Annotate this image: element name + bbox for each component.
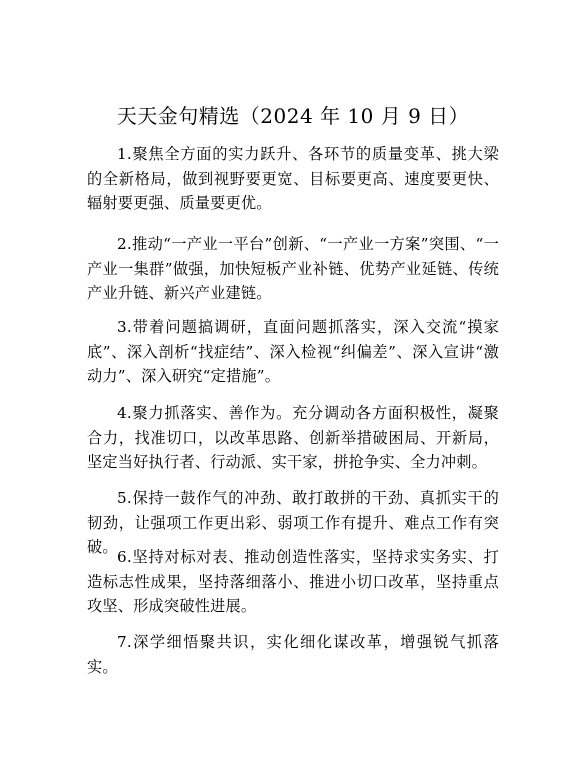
paragraph-2: 2.推动“一产业一平台”创新、“一产业一方案”突围、“一产业一集群”做强，加快短板产业补链、优势产业延链、传统产业升链、新兴产业建链。 — [87, 235, 499, 302]
paragraph-4: 4.聚力抓落实、善作为。充分调动各方面积极性，凝聚合力，找准切口，以改革思路、创新举措破困局、开新局，坚定当好执行者、行动派、实干家，拼抢争实、全力冲刺。 — [87, 404, 499, 471]
paragraph-7: 7.深学细悟聚共识，实化细化谋改革，增强锐气抓落实。 — [87, 633, 499, 676]
paragraph-5: 5.保持一鼓作气的冲劲、敢打敢拼的干劲、真抓实干的韧劲，让强项工作更出彩、弱项工作有提升、难点工作有突破。 — [87, 489, 499, 556]
paragraph-6: 6.坚持对标对表、推动创造性落实，坚持求实务实、打造标志性成果，坚持落细落小、推进小切口改革，坚持重点攻坚、形成突破性进展。 — [87, 548, 499, 615]
paragraph-3: 3.带着问题搞调研，直面问题抓落实，深入交流“摸家底”、深入剖析“找症结”、深入检视“纠偏差”、深入宣讲“激动力”、深入研究“定措施”。 — [87, 318, 499, 385]
document-title: 天天金句精选（2024 年 10 月 9 日） — [116, 104, 470, 128]
paragraph-1: 1.聚焦全方面的实力跃升、各环节的质量变革、挑大梁的全新格局，做到视野要更宽、目标要更高、速度要更快、辐射要更强、质量要更优。 — [87, 145, 499, 212]
